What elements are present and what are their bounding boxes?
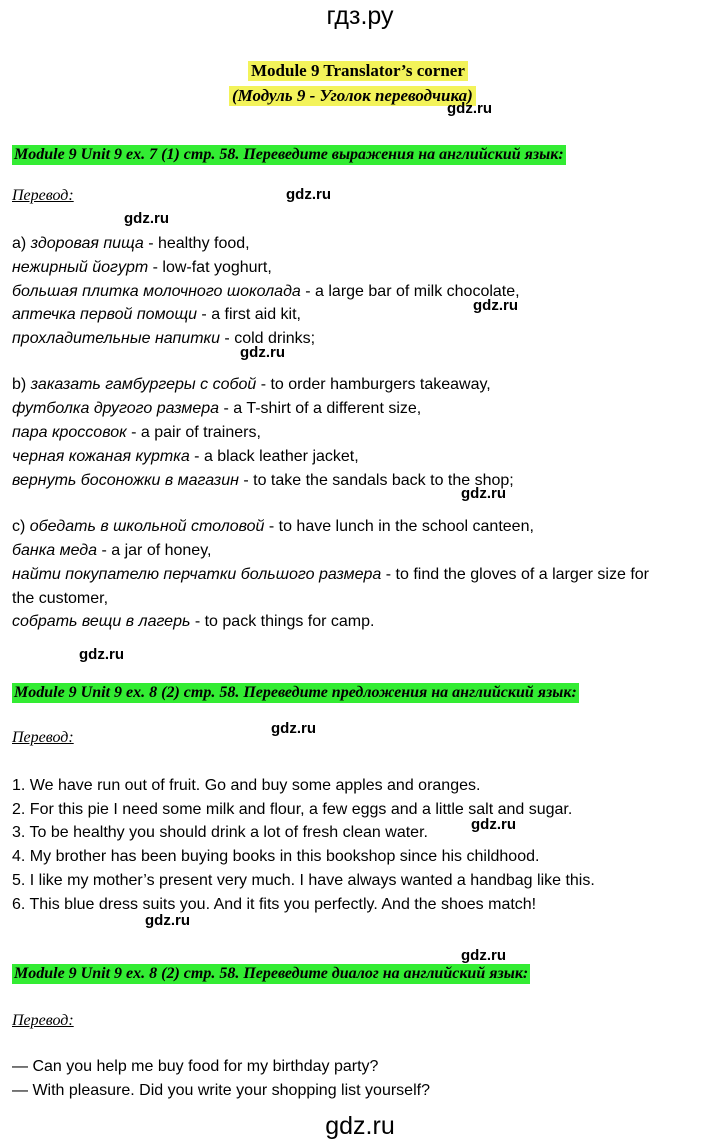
list-item: b) заказать гамбургеры с собой - to order hamburgers takeaway, xyxy=(12,376,491,393)
watermark: gdz.ru xyxy=(461,947,506,964)
list-item: вернуть босоножки в магазин - to take the sandals back to the shop; xyxy=(12,472,514,489)
list-item: 4. My brother has been buying books in this bookshop since his childhood. xyxy=(12,848,540,865)
list-item: 2. For this pie I need some milk and flour, a few eggs and a little salt and sugar. xyxy=(12,801,573,818)
section1-heading: Module 9 Unit 9 ex. 7 (1) стр. 58. Переведите выражения на английский язык: xyxy=(14,146,564,163)
list-item: собрать вещи в лагерь - to pack things for camp. xyxy=(12,613,375,630)
watermark: gdz.ru xyxy=(145,912,190,929)
page-subtitle: (Модуль 9 - Уголок переводчика) xyxy=(229,86,476,106)
list-item: аптечка первой помощи - a first aid kit, xyxy=(12,306,301,323)
list-item: 6. This blue dress suits you. And it fits you perfectly. And the shoes match! xyxy=(12,896,537,913)
list-item: 5. I like my mother’s present very much. I have always wanted a handbag like this. xyxy=(12,872,595,889)
watermark: gdz.ru xyxy=(124,210,169,227)
list-item: c) обедать в школьной столовой - to have lunch in the school canteen, xyxy=(12,518,534,535)
list-item: 1. We have run out of fruit. Go and buy some apples and oranges. xyxy=(12,777,481,794)
list-item: футболка другого размера - a T-shirt of a different size, xyxy=(12,400,422,417)
list-item: a) здоровая пища - healthy food, xyxy=(12,235,250,252)
section3-heading: Module 9 Unit 9 ex. 8 (2) стр. 58. Переведите диалог на английский язык: xyxy=(14,965,529,982)
list-item: найти покупателю перчатки большого размера - to find the gloves of a larger size for xyxy=(12,566,649,583)
list-item: черная кожаная куртка - a black leather jacket, xyxy=(12,448,359,465)
site-header: гдз.ру xyxy=(326,2,394,30)
list-item: пара кроссовок - a pair of trainers, xyxy=(12,424,261,441)
page-title: Module 9 Translator’s corner xyxy=(248,61,468,81)
watermark: gdz.ru xyxy=(473,297,518,314)
list-item: прохладительные напитки - cold drinks; xyxy=(12,330,316,347)
watermark: gdz.ru xyxy=(461,485,506,502)
watermark: gdz.ru xyxy=(447,100,492,117)
watermark: gdz.ru xyxy=(271,720,316,737)
list-item: — Can you help me buy food for my birthday party? xyxy=(12,1058,379,1075)
site-footer: gdz.ru xyxy=(325,1112,395,1140)
watermark: gdz.ru xyxy=(240,344,285,361)
watermark: gdz.ru xyxy=(286,186,331,203)
perevod-label: Перевод: xyxy=(12,1012,74,1029)
list-item: нежирный йогурт - low-fat yoghurt, xyxy=(12,259,272,276)
watermark: gdz.ru xyxy=(471,816,516,833)
perevod-label: Перевод: xyxy=(12,187,74,204)
list-item: the customer, xyxy=(12,590,109,607)
watermark: gdz.ru xyxy=(79,646,124,663)
list-item: — With pleasure. Did you write your shopping list yourself? xyxy=(12,1082,430,1099)
list-item: большая плитка молочного шоколада - a large bar of milk chocolate, xyxy=(12,283,520,300)
list-item: 3. To be healthy you should drink a lot of fresh clean water. xyxy=(12,824,428,841)
section2-heading: Module 9 Unit 9 ex. 8 (2) стр. 58. Переведите предложения на английский язык: xyxy=(14,684,577,701)
perevod-label: Перевод: xyxy=(12,729,74,746)
list-item: банка меда - a jar of honey, xyxy=(12,542,212,559)
